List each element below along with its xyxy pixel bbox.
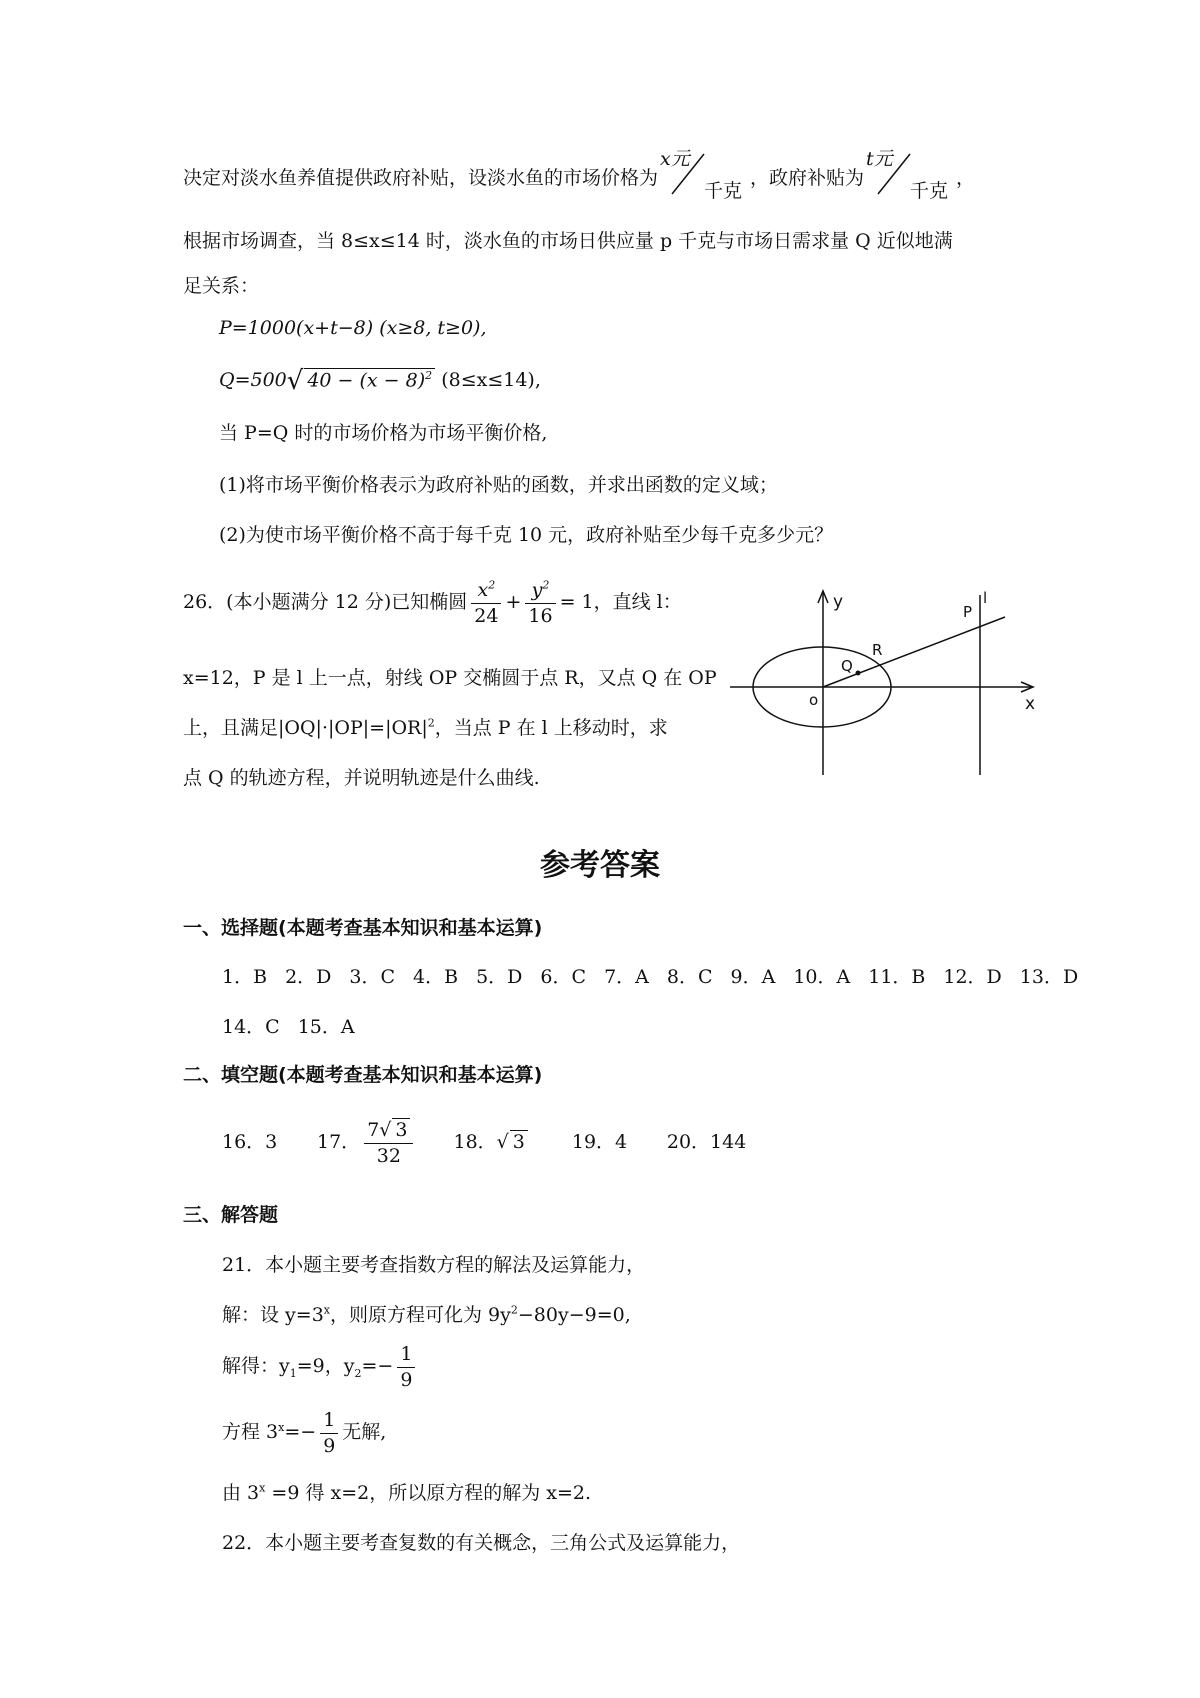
answers-title: 参考答案 xyxy=(540,848,660,883)
q25-eq-q-root-text: 40 − (x − 8) xyxy=(307,369,426,391)
q26-intro: 26．(本小题满分 12 分)已知椭圆 xyxy=(183,591,468,614)
section2-answers: 16．3 17． $\frac{7√ 3}{32}$ 18．√ 3 19．4 20．144 xyxy=(222,1119,747,1167)
q21-l3-exp: x xyxy=(278,1420,285,1434)
plus-sign: + xyxy=(505,591,522,614)
q25-line1-text-c: ， xyxy=(956,167,976,189)
q25-eq-q-domain: (8≤x≤14), xyxy=(435,369,541,391)
answer-19: 19．4 xyxy=(571,1131,628,1154)
q21-l1-exp: x xyxy=(323,1303,331,1317)
q26-line2: x=12，P 是 l 上一点，射线 OP 交椭圆于点 R，又点 Q 在 OP xyxy=(183,667,717,689)
unit-slash-2 xyxy=(874,152,914,198)
answer-17-den: 32 xyxy=(376,1144,401,1167)
q25-eq-q-radicand xyxy=(304,368,435,392)
q26-line4: 点 Q 的轨迹方程，并说明轨迹是什么曲线. xyxy=(183,767,540,789)
q21-l2-c: =− xyxy=(361,1355,394,1378)
section1-row2 xyxy=(222,1012,373,1039)
q26-line3-exp: 2 xyxy=(427,716,435,730)
ellipse-figure xyxy=(725,585,1045,780)
q25-part2: (2)为使市场平衡价格不高于每千克 10 元，政府补贴至少每千克多少元？ xyxy=(219,524,834,546)
q21-l4-exp: x xyxy=(259,1481,266,1495)
section2-title: 二、填空题(本题考查基本知识和基本运算) xyxy=(183,1064,543,1086)
q21-l3-b: =− xyxy=(284,1421,317,1444)
frac-x-num xyxy=(471,578,501,604)
q21-title: 21．本小题主要考查指数方程的解法及运算能力， xyxy=(222,1254,646,1276)
choice-answer: 1．B xyxy=(222,966,268,988)
choice-answer: 13．D xyxy=(1019,966,1079,988)
choice-answer: 3．C xyxy=(349,966,396,988)
q21-l3-den: 9 xyxy=(323,1434,336,1457)
q25-balance: 当 P=Q 时的市场价格为市场平衡价格, xyxy=(219,422,548,444)
unit-x-per-kg xyxy=(658,148,750,202)
q21-l3-c: 无解, xyxy=(342,1421,387,1444)
q25-eq-q-lhs: Q=500 xyxy=(219,369,287,391)
choice-answer: 6．C xyxy=(540,966,587,988)
q25-line3: 足关系： xyxy=(183,275,260,297)
choice-answer: 7．A xyxy=(604,966,649,988)
q25-line1 xyxy=(183,148,976,202)
ellipse-frac-y xyxy=(525,578,555,628)
unit-t-per-kg xyxy=(864,148,956,202)
label-p: P xyxy=(963,603,973,621)
q25-eq-p: P=1000(x+t−8) (x≥8, t≥0), xyxy=(219,317,487,339)
unit-t-bottom: 千克 xyxy=(910,180,949,202)
answer-18-label: 18． xyxy=(453,1131,497,1154)
ellipse-frac-x xyxy=(471,578,501,628)
label-r: R xyxy=(872,641,883,659)
frac-y-num xyxy=(525,578,555,604)
frac-y-exp: 2 xyxy=(542,578,550,592)
q21-l4-b: =9 得 x=2，所以原方程的解为 x=2. xyxy=(265,1482,592,1504)
q21-l2-num: 1 xyxy=(397,1342,415,1368)
q25-line2: 根据市场调查，当 8≤x≤14 时，淡水鱼的市场日供应量 p 千克与市场日需求量 Q 近似地满 xyxy=(183,230,953,252)
q21-l2-frac xyxy=(397,1342,415,1392)
frac-x-den: 24 xyxy=(474,604,499,627)
q26-line3-b: ，当点 P 在 l 上移动时，求 xyxy=(434,717,668,739)
frac-y-den: 16 xyxy=(528,604,553,627)
q25-line1-text-b: ，政府补贴为 xyxy=(750,167,865,189)
answer-17-coef: 7 xyxy=(367,1119,380,1141)
q21-l4-a: 由 3 xyxy=(222,1482,260,1504)
label-o: o xyxy=(809,691,819,709)
q21-l3-num: 1 xyxy=(320,1408,338,1434)
frac-x-var: x xyxy=(477,579,489,601)
q21-l1-exp2: 2 xyxy=(510,1303,518,1317)
choice-answer: 8．C xyxy=(666,966,713,988)
q21-line2 xyxy=(222,1342,419,1392)
choice-answer: 10．A xyxy=(793,966,851,988)
q25-eq-q xyxy=(219,366,541,396)
choice-answer: 12．D xyxy=(943,966,1002,988)
point-q xyxy=(856,671,861,676)
q21-l1-a: 解：设 y=3 xyxy=(222,1304,324,1326)
q21-l2-s2: 2 xyxy=(354,1366,362,1380)
choice-answer: 4．B xyxy=(413,966,459,988)
choice-answer: 5．D xyxy=(476,966,523,988)
unit-x-top: x元 xyxy=(660,148,690,170)
answer-17-frac xyxy=(364,1118,413,1168)
ray-op xyxy=(823,617,1005,687)
q21-line3 xyxy=(222,1408,386,1458)
section1-row1 xyxy=(222,962,1096,989)
choice-answer: 2．D xyxy=(285,966,332,988)
frac-y-var: y xyxy=(531,579,543,601)
label-q: Q xyxy=(841,657,853,675)
label-l: l xyxy=(983,589,988,607)
answer-16: 16．3 xyxy=(222,1131,278,1154)
q25-eq-q-exp: 2 xyxy=(425,368,433,382)
answer-18-root: 3 xyxy=(510,1130,528,1154)
answer-17-root: 3 xyxy=(392,1118,410,1142)
unit-t-top: t元 xyxy=(866,148,893,170)
q26-line1 xyxy=(183,578,682,628)
choice-answer: 14．C xyxy=(222,1016,280,1038)
label-x: x xyxy=(1025,694,1036,714)
q21-l2-s1: 1 xyxy=(289,1366,297,1380)
q21-l2-den: 9 xyxy=(400,1368,413,1391)
section1-title: 一、选择题(本题考查基本知识和基本运算) xyxy=(183,917,543,939)
q21-l3-frac xyxy=(320,1408,338,1458)
q21-l1-c: −80y−9=0, xyxy=(517,1304,631,1326)
q21-l3-a: 方程 3 xyxy=(222,1421,279,1444)
sqrt-sign: √ xyxy=(286,366,304,396)
choice-answer: 15．A xyxy=(297,1016,355,1038)
q25-part1: (1)将市场平衡价格表示为政府补贴的函数，并求出函数的定义域； xyxy=(219,474,778,496)
unit-slash-1 xyxy=(668,152,708,198)
q21-line1 xyxy=(222,1300,631,1327)
q21-line4 xyxy=(222,1478,591,1505)
answer-17-label: 17． xyxy=(317,1131,361,1154)
section3-title: 三、解答题 xyxy=(183,1204,279,1226)
choice-answer: 11．B xyxy=(868,966,926,988)
q26-after: ，直线 l： xyxy=(593,591,682,614)
unit-x-bottom: 千克 xyxy=(704,180,743,202)
frac-x-exp: 2 xyxy=(488,578,496,592)
q26-line3-a: 上，且满足|OQ|·|OP|=|OR| xyxy=(183,717,428,739)
q21-l2-b: =9，y xyxy=(296,1355,355,1378)
answer-17-num: 7√ 3 xyxy=(364,1118,413,1144)
q26-line3 xyxy=(183,713,668,740)
q22-title: 22．本小题主要考查复数的有关概念，三角公式及运算能力， xyxy=(222,1532,741,1554)
q25-line1-text-a: 决定对淡水鱼养值提供政府补贴，设淡水鱼的市场价格为 xyxy=(183,167,659,189)
equals-one: = 1 xyxy=(559,591,594,614)
q21-l1-b: ，则原方程可化为 9y xyxy=(330,1304,511,1326)
q21-l2-a: 解得：y xyxy=(222,1355,290,1378)
answer-20: 20．144 xyxy=(666,1131,747,1154)
label-y: y xyxy=(833,592,844,612)
choice-answer: 9．A xyxy=(730,966,776,988)
